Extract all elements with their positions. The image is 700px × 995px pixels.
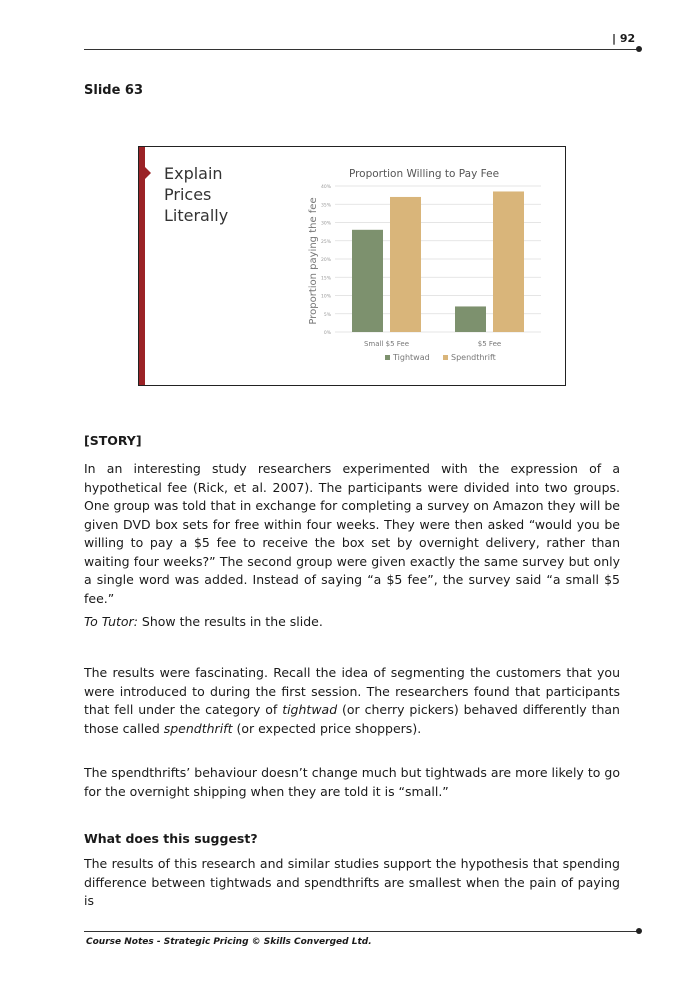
page-number: | 92 [612,32,636,45]
p3-term-spendthrift: spendthrift [163,720,233,736]
y-tick-label: 30% [320,221,331,227]
y-tick-label: 35% [320,203,331,209]
story-heading: [STORY] [84,433,142,448]
slide-label: Slide 63 [84,83,144,98]
p3-text-c: (or expected price shoppers). [232,720,422,736]
slide-title-line-2: Prices [164,185,212,204]
story-paragraph-3 [84,664,620,738]
legend-swatch-spendthrift [443,355,448,360]
suggest-paragraph: The results of this research and similar studies support the hypothesis that spending difference between tightwads and spendthrifts are smallest when the pain of paying is [84,856,620,908]
y-tick-label: 10% [320,294,331,300]
y-tick-label: 20% [320,258,331,263]
tutor-label: To Tutor: [84,614,138,629]
y-axis-label: Proportion paying the fee [308,197,319,325]
slide-title-line-3: Literally [164,206,229,225]
bar-chart [139,147,565,385]
bar-tightwad-2 [455,306,486,332]
x-tick-label: Small $5 Fee [363,340,410,348]
y-tick-label: 25% [320,239,331,245]
bar-spendthrift-2 [493,191,524,332]
slide-title-line-1: Explain [164,164,223,183]
chart-title: Proportion Willing to Pay Fee [348,168,500,180]
legend-label-tightwad: Tightwad [393,353,430,362]
suggest-heading: What does this suggest? [84,831,258,846]
story-paragraph-4: The spendthrifts’ behaviour doesn’t change much but tightwads are more likely to go for the overnight shipping when they are told it is “small.” [84,765,620,799]
legend-label-spendthrift: Spendthrift [451,353,496,362]
tutor-text: Show the results in the slide. [137,614,323,629]
x-tick-label: $5 Fee [477,340,502,348]
legend-swatch-tightwad [385,355,390,360]
tutor-note [84,613,620,632]
p3-term-tightwad: tightwad [282,702,338,717]
y-tick-label: 40% [320,185,331,190]
y-tick-label: 0% [323,331,331,336]
bar-tightwad-1 [352,230,383,332]
y-tick-label: 15% [320,276,331,282]
footer-rule [84,931,640,932]
p3-text-b: (or cherry pickers) behaved differently than those called [84,702,620,736]
header-rule-dot [636,46,642,52]
p3-text-a: The results were fascinating. Recall the idea of segmenting the customers that you were introduced to during the first session. The researchers found that participants that fell under the category of [84,665,620,717]
y-tick-label: 5% [323,312,331,318]
footer-text: Course Notes - Strategic Pricing © Skills Converged Ltd. [86,937,372,947]
bar-spendthrift-1 [390,197,421,332]
story-paragraph-1: In an interesting study researchers experimented with the expression of a hypothetical fee (Rick, et al. 2007). The participants were divided into two groups. One group was told that in exchange for completing a survey on Amazon they will be given DVD box sets for free within four weeks. They were then asked “would you be willing to pay a $5 fee to receive the box set by overnight delivery, rather than waiting four weeks?” The second group were given exactly the same survey but only a single word was added. Instead of saying “a $5 fee”, the survey said “a small $5 fee.” [84,461,620,606]
header-rule [84,49,640,50]
slide-frame [138,146,566,386]
footer-rule-dot [636,928,642,934]
